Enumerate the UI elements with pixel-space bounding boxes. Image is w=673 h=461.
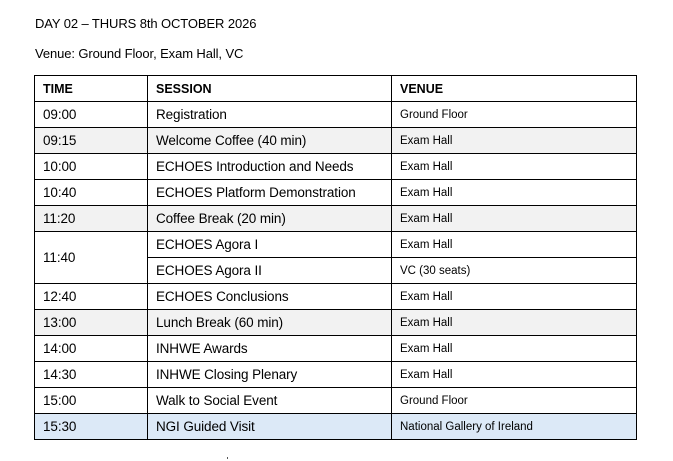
table-row	[35, 154, 637, 180]
cell-venue: Exam Hall	[392, 180, 637, 206]
cell-session: ECHOES Introduction and Needs	[148, 154, 392, 180]
cell-session: ECHOES Agora II	[148, 258, 392, 284]
stray-mark	[227, 457, 228, 459]
cell-session: ECHOES Agora I	[148, 232, 392, 258]
column-header-session: SESSION	[148, 76, 392, 102]
cell-time: 12:40	[35, 284, 148, 310]
cell-venue: Exam Hall	[392, 310, 637, 336]
cell-venue: Exam Hall	[392, 284, 637, 310]
cell-venue: Exam Hall	[392, 154, 637, 180]
cell-time: 10:40	[35, 180, 148, 206]
cell-venue: Exam Hall	[392, 206, 637, 232]
cell-venue: Exam Hall	[392, 128, 637, 154]
column-header-venue: VENUE	[392, 76, 637, 102]
table-row	[35, 180, 637, 206]
cell-session: Lunch Break (60 min)	[148, 310, 392, 336]
cell-venue: VC (30 seats)	[392, 258, 637, 284]
table-row	[35, 388, 637, 414]
page-title: DAY 02 – THURS 8th OCTOBER 2026	[35, 16, 257, 31]
cell-session: Walk to Social Event	[148, 388, 392, 414]
cell-session: ECHOES Platform Demonstration	[148, 180, 392, 206]
column-header-time: TIME	[35, 76, 148, 102]
cell-time: 11:20	[35, 206, 148, 232]
cell-time: 13:00	[35, 310, 148, 336]
cell-session: Welcome Coffee (40 min)	[148, 128, 392, 154]
cell-venue: Exam Hall	[392, 336, 637, 362]
table-row-highlighted	[35, 414, 637, 440]
cell-venue: Ground Floor	[392, 102, 637, 128]
cell-time: 14:00	[35, 336, 148, 362]
cell-session: INHWE Awards	[148, 336, 392, 362]
cell-time: 09:00	[35, 102, 148, 128]
table-row	[35, 128, 637, 154]
cell-session: Registration	[148, 102, 392, 128]
table-header-row	[35, 76, 637, 102]
cell-venue: Exam Hall	[392, 362, 637, 388]
cell-venue: National Gallery of Ireland	[392, 414, 637, 440]
cell-session: Coffee Break (20 min)	[148, 206, 392, 232]
table-row	[35, 362, 637, 388]
cell-session: ECHOES Conclusions	[148, 284, 392, 310]
cell-time: 15:30	[35, 414, 148, 440]
cell-time: 11:40	[35, 232, 148, 284]
cell-venue: Exam Hall	[392, 232, 637, 258]
table-row	[35, 232, 637, 258]
cell-time: 09:15	[35, 128, 148, 154]
table-row	[35, 284, 637, 310]
cell-session: NGI Guided Visit	[148, 414, 392, 440]
cell-venue: Ground Floor	[392, 388, 637, 414]
cell-session: INHWE Closing Plenary	[148, 362, 392, 388]
table-row	[35, 102, 637, 128]
table-row	[35, 206, 637, 232]
table-row	[35, 310, 637, 336]
schedule-table	[34, 75, 637, 440]
table-row	[35, 336, 637, 362]
cell-time: 14:30	[35, 362, 148, 388]
cell-time: 15:00	[35, 388, 148, 414]
cell-time: 10:00	[35, 154, 148, 180]
venue-subtitle: Venue: Ground Floor, Exam Hall, VC	[35, 46, 244, 61]
